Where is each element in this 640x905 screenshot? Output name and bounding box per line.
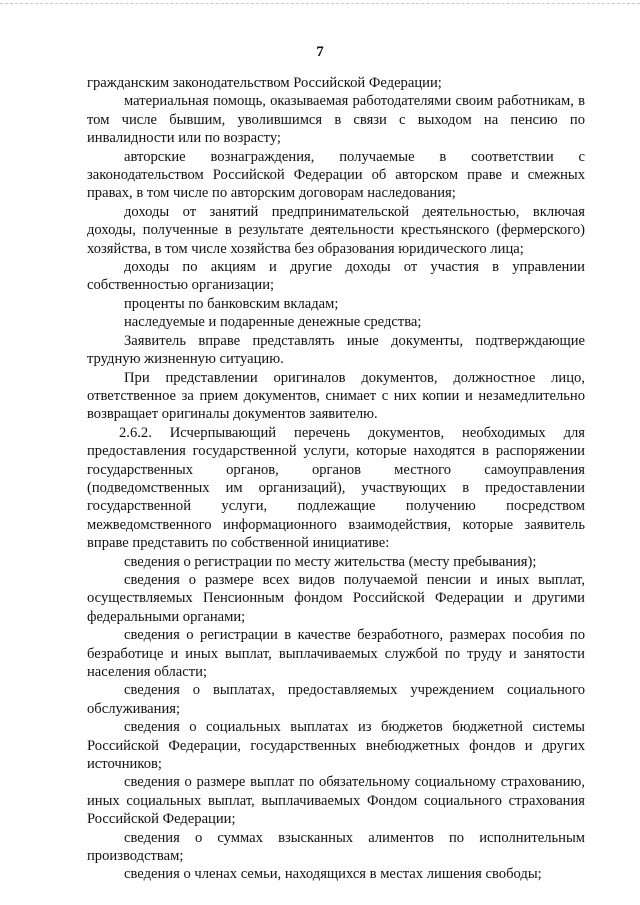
list-item: сведения о выплатах, предоставляемых учреждением социального обслуживания; <box>87 682 585 717</box>
section-paragraph: 2.6.2. Исчерпывающий перечень документов, необходимых для предоставления государственной услуги, которые находятся в распоряжении государственных органов, органов местного самоуправления (подведомственных им организаций), участвующих в предоставлении государственной услуги, подлежащие получению посредством межведомственного информационного взаимодействия, которые заявитель вправе представить по собственной инициативе: <box>87 424 585 552</box>
paragraph: проценты по банковским вкладам; <box>124 295 339 312</box>
scan-edge-line <box>0 3 640 4</box>
list-item: сведения о членах семьи, находящихся в местах лишения свободы; <box>124 866 542 883</box>
paragraph: доходы от занятий предпринимательской деятельностью, включая доходы, полученные в результате деятельности крестьянского (фермерского) хозяйства, в том числе хозяйства без образования юридического лица; <box>87 203 585 257</box>
paragraph: гражданским законодательством Российской Федерации; <box>87 75 442 91</box>
paragraph: материальная помощь, оказываемая работодателями своим работникам, в том числе бывшим, уволившимся в связи с выходом на пенсию по инвалидности или по возрасту; <box>87 93 585 147</box>
paragraph: При представлении оригиналов документов, должностное лицо, ответственное за прием документов, снимает с них копии и незамедлительно возвращает оригиналы документов заявителю. <box>87 369 585 423</box>
paragraph: наследуемые и подаренные денежные средства; <box>124 314 422 331</box>
paragraph: Заявитель вправе представлять иные документы, подтверждающие трудную жизненную ситуацию. <box>87 332 585 368</box>
paragraph: доходы по акциям и другие доходы от участия в управлении собственностью организации; <box>87 259 585 294</box>
list-item: сведения о размере выплат по обязательному социальному страхованию, иных социальных выплат, выплачиваемых Фондом социального страхования Российской Федерации; <box>87 774 585 828</box>
list-item: сведения о суммах взысканных алиментов по исполнительным производствам; <box>87 829 585 865</box>
document-body <box>87 74 585 884</box>
paragraph: авторские вознаграждения, получаемые в соответствии с законодательством Российской Федерации об авторском праве и смежных правах, в том числе по авторским договорам наследования; <box>87 148 585 202</box>
list-item: сведения о размере всех видов получаемой пенсии и иных выплат, осуществляемых Пенсионным фондом Российской Федерации и другими федеральными органами; <box>87 571 585 625</box>
list-item: сведения о регистрации в качестве безработного, размерах пособия по безработице и иных выплат, выплачиваемых службой по труду и занятости населения области; <box>87 627 585 680</box>
page-number: 7 <box>316 44 324 60</box>
list-item: сведения о регистрации по месту жительства (месту пребывания); <box>124 553 537 570</box>
list-item: сведения о социальных выплатах из бюджетов бюджетной системы Российской Федерации, государственных внебюджетных фондов и других источников; <box>87 719 585 773</box>
